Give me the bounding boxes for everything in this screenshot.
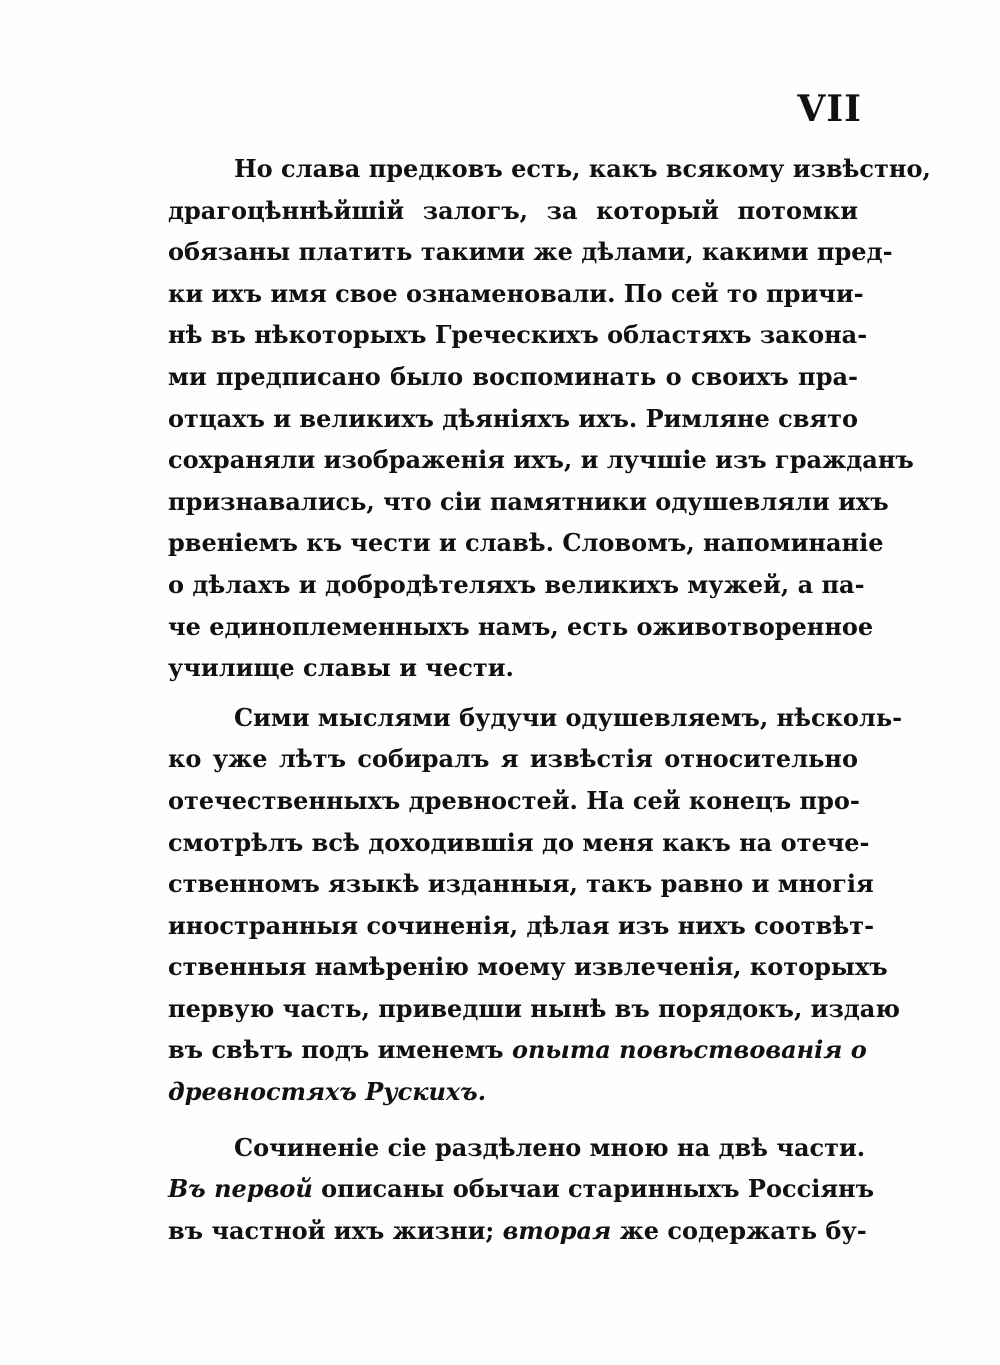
text-line: ки ихъ имя свое ознаменовали. По сей то причи- [168,278,864,308]
page-number: VII [797,88,862,130]
text-segment: въ частной ихъ жизни; [168,1215,495,1245]
italic-title-part: опыта повѣствованія о [511,1035,867,1065]
text-line: Сочиненіе сіе раздѣлено мною на двѣ части. [234,1132,866,1162]
text-line: отечественныхъ древностей. На сей конецъ про- [168,785,860,815]
text-line: иностранныя сочиненія, дѣлая изъ нихъ соотвѣт- [168,910,875,940]
body-text [168,148,931,1251]
text-segment: описаны обычаи старинныхъ Россіянъ [321,1174,875,1204]
text-line: ко уже лѣтъ собиралъ я извѣстія относительно [168,744,858,774]
text-line [168,1210,867,1252]
text-line: смотрѣлъ всѣ доходившія до меня какъ на отече- [168,827,870,857]
text-line: нѣ въ нѣкоторыхъ Греческихъ областяхъ закона- [168,320,868,350]
text-line: отцахъ и великихъ дѣяніяхъ ихъ. Римляне свято [168,403,859,433]
text-line: училище славы и чести. [168,653,514,683]
text-line: древностяхъ Рускихъ. [168,1077,487,1107]
text-line: Сими мыслями будучи одушевляемъ, нѣсколь- [234,702,903,732]
text-line: первую часть, приведши нынѣ въ порядокъ, издаю [168,993,900,1023]
text-line: драгоцѣннѣйшій залогъ, за который потомки [168,195,858,225]
paragraph-gap [168,1113,858,1127]
text-segment: же содержать бу- [619,1215,867,1245]
text-line: признавались, что сіи памятники одушевляли ихъ [168,486,889,516]
italic-term: вторая [502,1215,612,1245]
text-line: ми предписано было воспоминать о своихъ пра- [168,361,858,391]
text-line: сохраняли изображенія ихъ, и лучшіе изъ гражданъ [168,445,914,475]
text-line [168,1168,875,1210]
text-segment: въ свѣтъ подъ именемъ [168,1035,504,1065]
text-line: Но слава предковъ есть, какъ всякому извѣстно, [234,154,931,183]
text-line: ственныя намѣренію моему извлеченія, которыхъ [168,952,888,982]
text-line: рвеніемъ къ чести и славѣ. Словомъ, напоминаніе [168,528,884,558]
paragraph-gap [168,689,858,697]
text-line: ственномъ языкѣ изданныя, такъ равно и многія [168,869,874,899]
text-line: обязаны платить такими же дѣлами, какими пред- [168,237,893,267]
text-line: че единоплеменныхъ намъ, есть оживотворенное [168,611,874,641]
text-line [168,1029,867,1071]
italic-term: Въ первой [168,1174,313,1204]
text-line: о дѣлахъ и добродѣтеляхъ великихъ мужей, а па- [168,569,865,599]
